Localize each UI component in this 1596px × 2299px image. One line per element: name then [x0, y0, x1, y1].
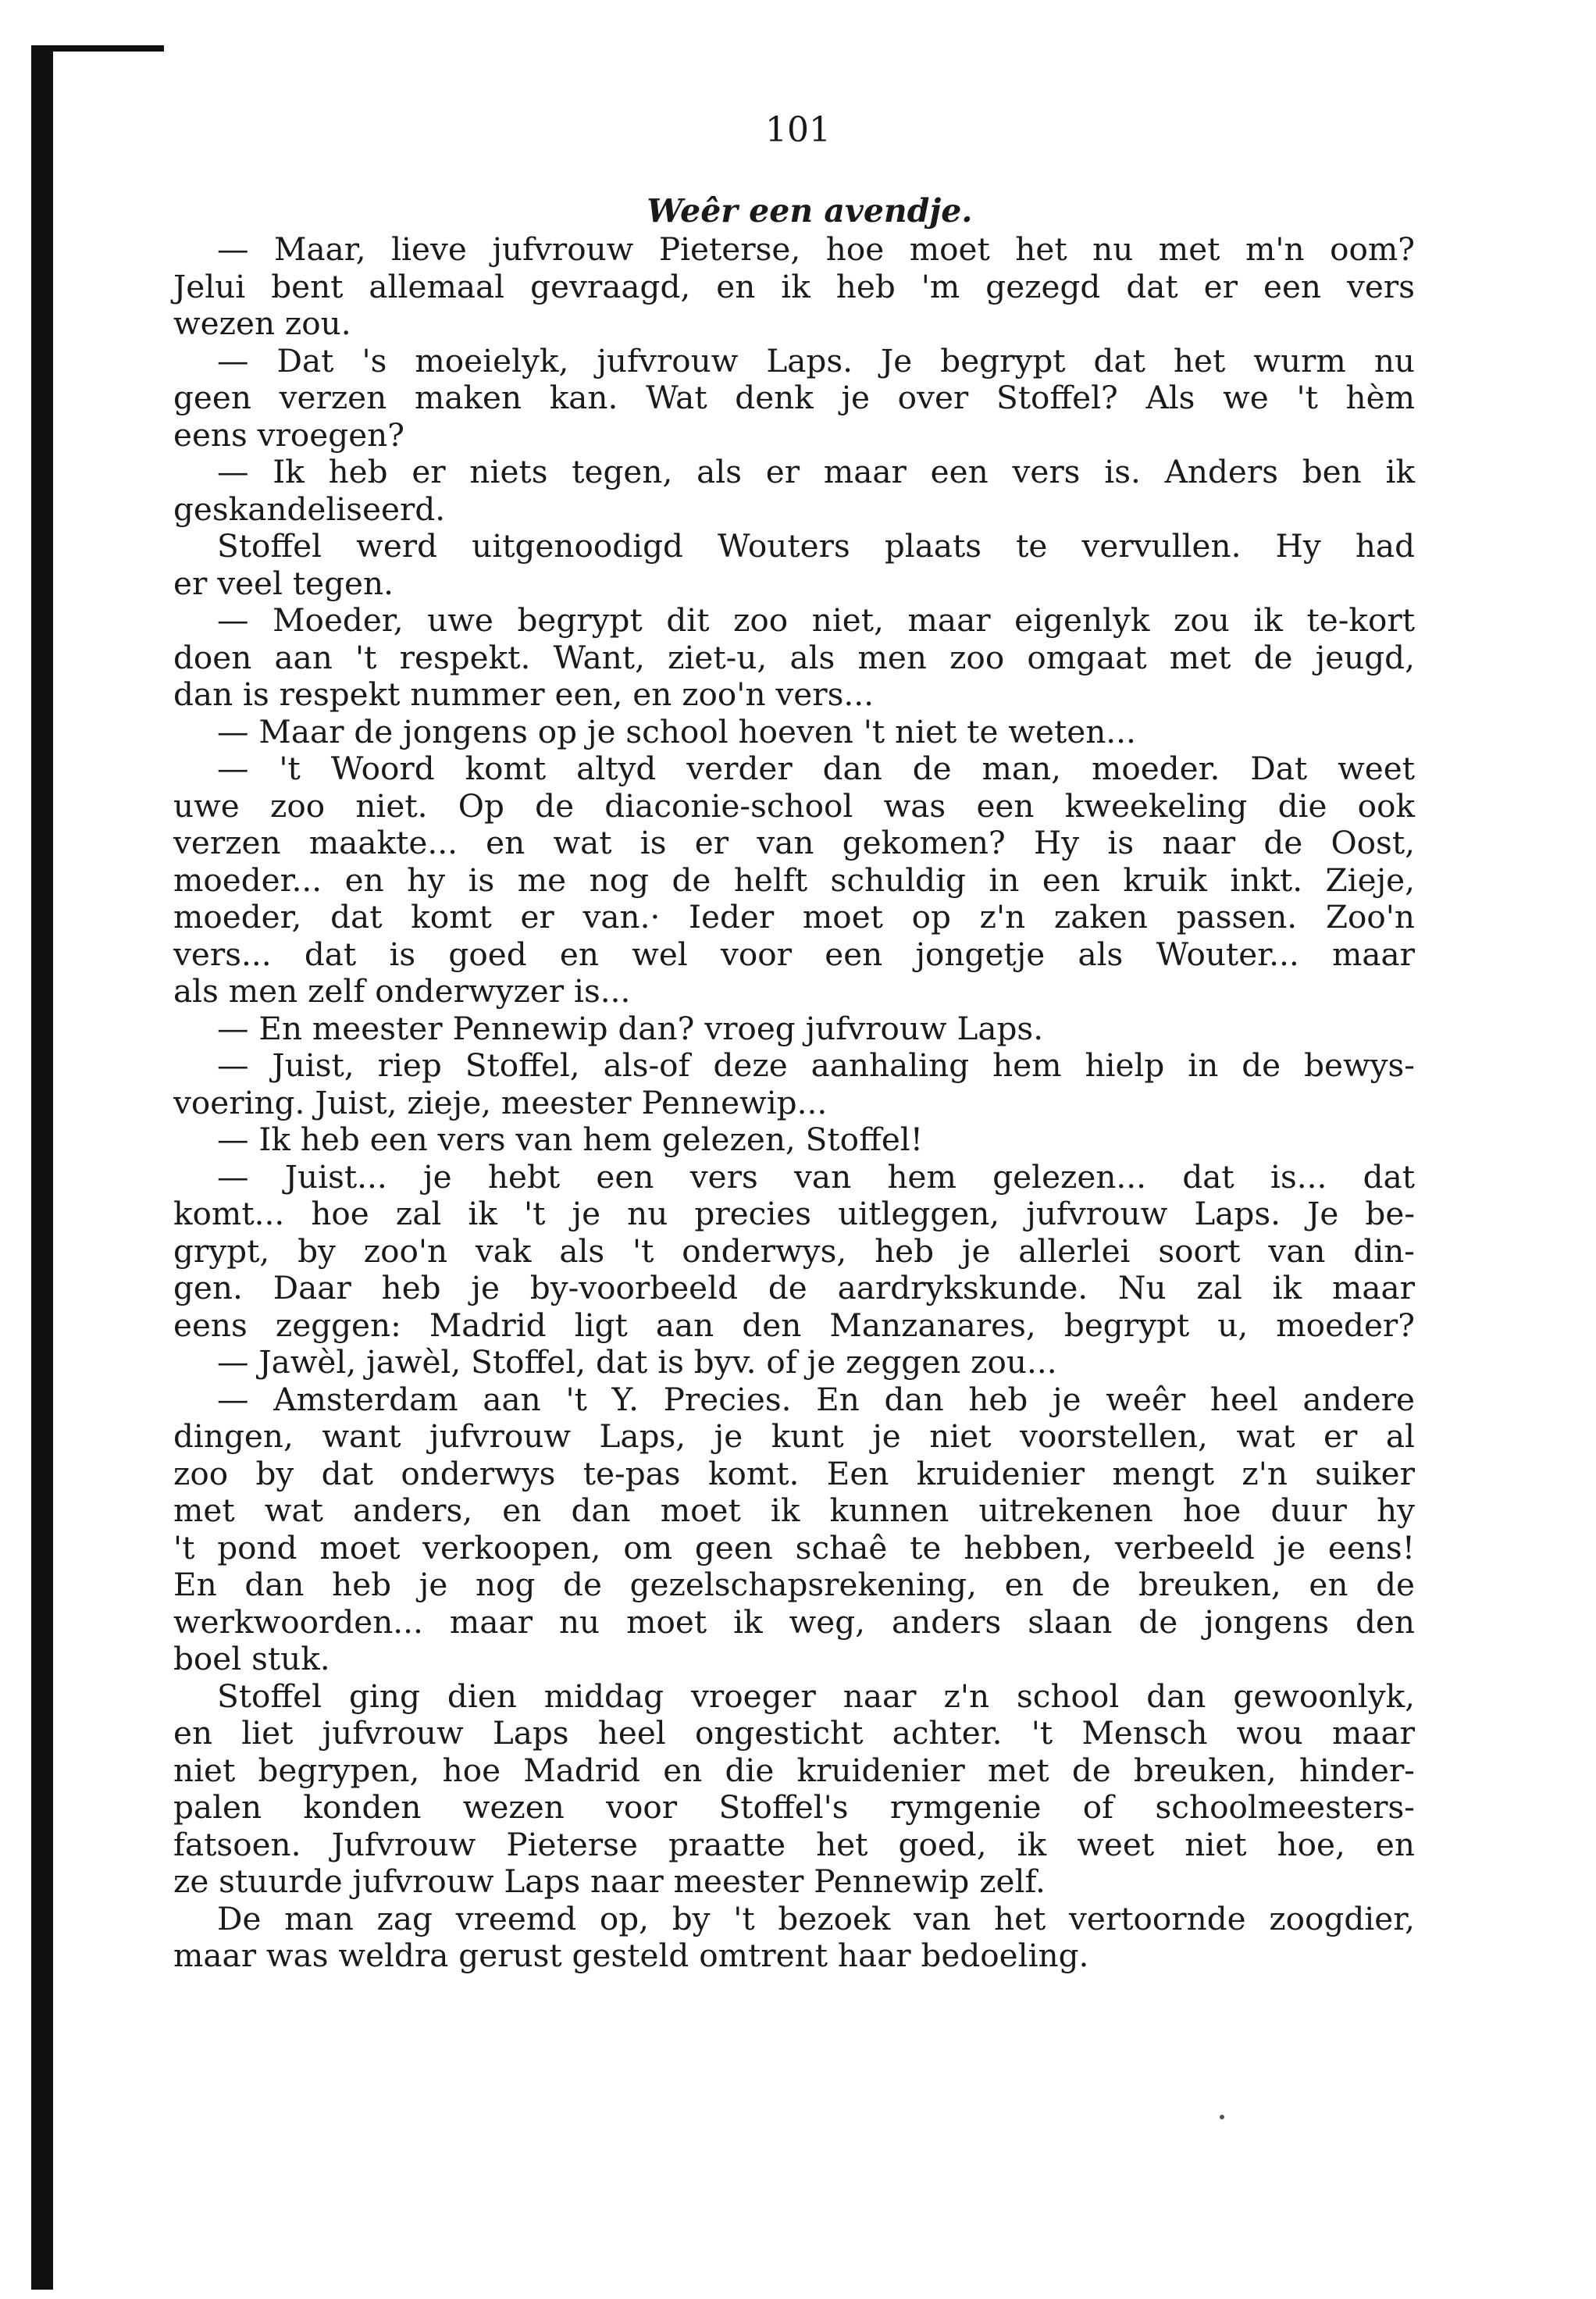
binding-edge [31, 48, 53, 2290]
text-line: dingen, want jufvrouw Laps, je kunt je niet voorstellen, wat er al [173, 1417, 1415, 1455]
text-line: zoo by dat onderwys te-pas komt. Een kruidenier mengt z'n suiker [173, 1454, 1415, 1492]
text-line: — Dat 's moeielyk, jufvrouw Laps. Je begrypt dat het wurm nu [217, 341, 1415, 380]
text-line: boel stuk. [173, 1640, 330, 1677]
chapter-text [173, 191, 1415, 1975]
text-line: — Ik heb er niets tegen, als er maar een vers is. Anders ben ik [217, 453, 1415, 490]
text-line: gen. Daar heb je by-voorbeeld de aardrykskunde. Nu zal ik maar [173, 1269, 1415, 1306]
text-line: Jelui bent allemaal gevraagd, en ik heb 'm gezegd dat er een vers [173, 267, 1415, 305]
text-line: De man zag vreemd op, by 't bezoek van het vertoornde zoogdier, [217, 1899, 1415, 1937]
text-line: dan is respekt nummer een, en zoo'n vers... [173, 675, 875, 713]
text-line: — En meester Pennewip dan? vroeg jufvrouw Laps. [217, 1009, 1044, 1047]
text-line: eens vroegen? [173, 415, 404, 454]
text-line: verzen maakte... en wat is er van gekomen? Hy is naar de Oost, [173, 824, 1415, 861]
paragraph-lines [173, 231, 1415, 1975]
text-line: als men zelf onderwyzer is... [173, 972, 631, 1010]
text-line: — 't Woord komt altyd verder dan de man, moeder. Dat weet [217, 750, 1415, 787]
text-line: palen konden wezen voor Stoffel's rymgenie of schoolmeesters- [173, 1788, 1415, 1826]
text-line: Stoffel werd uitgenoodigd Wouters plaats te vervullen. Hy had [217, 527, 1415, 565]
text-line: vers... dat is goed en wel voor een jongetje als Wouter... maar [173, 935, 1415, 973]
text-line: ze stuurde jufvrouw Laps naar meester Pennewip zelf. [173, 1862, 1046, 1900]
text-line: En dan heb je nog de gezelschapsrekening, en de breuken, en de [173, 1566, 1415, 1603]
text-line: er veel tegen. [173, 564, 394, 602]
text-line: — Amsterdam aan 't Y. Precies. En dan heb je weêr heel andere [217, 1380, 1415, 1418]
text-line: 't pond moet verkoopen, om geen schaê te hebben, verbeeld je eens! [173, 1528, 1415, 1567]
text-line: grypt, by zoo'n vak als 't onderwys, heb je allerlei soort van din- [173, 1231, 1415, 1270]
text-line: en liet jufvrouw Laps heel ongesticht achter. 't Mensch wou maar [173, 1714, 1415, 1752]
text-line: Stoffel ging dien middag vroeger naar z'n school dan gewoonlyk, [217, 1677, 1415, 1715]
text-line: komt... hoe zal ik 't je nu precies uitleggen, jufvrouw Laps. Je be- [173, 1195, 1415, 1232]
text-line: eens zeggen: Madrid ligt aan den Manzanares, begrypt u, moeder? [173, 1306, 1415, 1344]
text-line: — Juist, riep Stoffel, als-of deze aanhaling hem hielp in de bewys- [217, 1046, 1415, 1084]
text-line: — Moeder, uwe begrypt dit zoo niet, maar eigenlyk zou ik te-kort [217, 601, 1415, 639]
text-line: wezen zou. [173, 305, 351, 342]
page-number: 101 [765, 110, 831, 150]
text-line: — Maar, lieve jufvrouw Pieterse, hoe moet het nu met m'n oom? [217, 230, 1415, 268]
text-line: — Ik heb een vers van hem gelezen, Stoffel! [217, 1121, 924, 1158]
text-line: voering. Juist, zieje, meester Pennewip... [173, 1083, 828, 1121]
text-line: geskandeliseerd. [173, 490, 446, 528]
text-line: geen verzen maken kan. Wat denk je over Stoffel? Als we 't hèm [173, 379, 1415, 416]
text-line: moeder... en hy is me nog de helft schuldig in een kruik inkt. Zieje, [173, 861, 1415, 899]
text-line: doen aan 't respekt. Want, ziet-u, als men zoo omgaat met de jeugd, [173, 638, 1415, 676]
text-line: — Maar de jongens op je school hoeven 't niet te weten... [217, 712, 1136, 750]
text-line: werkwoorden... maar nu moet ik weg, anders slaan de jongens den [173, 1602, 1415, 1641]
text-line: fatsoen. Jufvrouw Pieterse praatte het goed, ik weet niet hoe, en [173, 1825, 1415, 1863]
text-line: met wat anders, en dan moet ik kunnen uitrekenen hoe duur hy [173, 1492, 1415, 1529]
text-line: — Juist... je hebt een vers van hem gelezen... dat is... dat [217, 1157, 1415, 1196]
text-line: maar was weldra gerust gesteld omtrent haar bedoeling. [173, 1937, 1089, 1974]
text-line: niet begrypen, hoe Madrid en die kruidenier met de breuken, hinder- [173, 1751, 1415, 1789]
chapter-title: Weêr een avendje. [647, 192, 973, 230]
print-speck [1220, 2115, 1224, 2119]
text-line: moeder, dat komt er van.· Ieder moet op z'n zaken passen. Zoo'n [173, 898, 1415, 936]
text-line: uwe zoo niet. Op de diaconie-school was een kweekeling die ook [173, 786, 1415, 825]
text-line: — Jawèl, jawèl, Stoffel, dat is byv. of je zeggen zou... [217, 1343, 1057, 1381]
